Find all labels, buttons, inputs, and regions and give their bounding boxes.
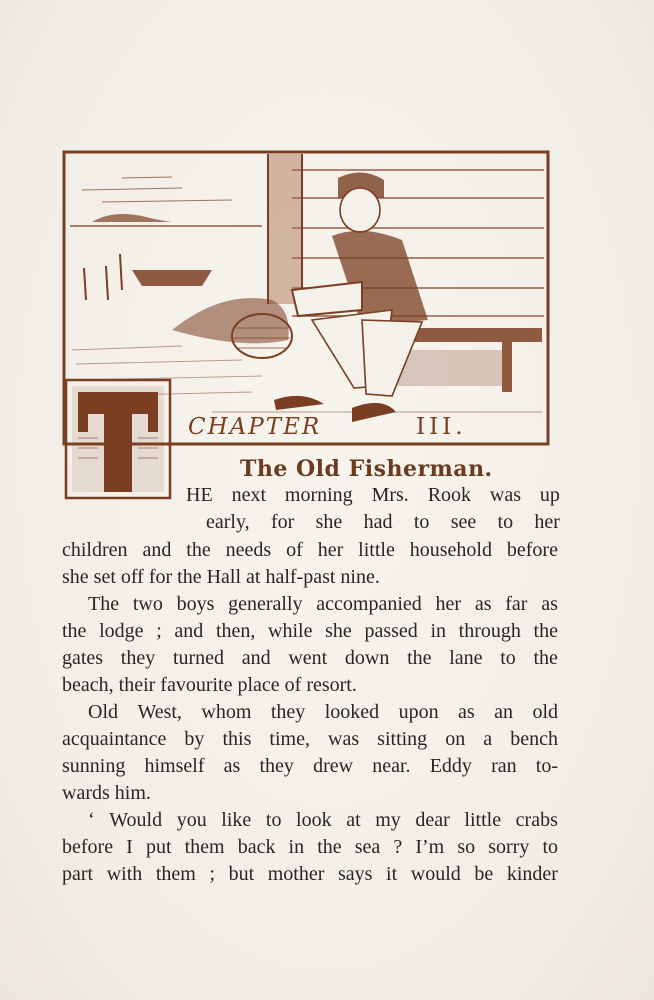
chapter-number: III. (416, 414, 467, 440)
chapter-title: The Old Fisherman. (240, 456, 493, 482)
text-line: beach, their favourite place of resort. (62, 674, 357, 696)
text-line: ‘ Would you like to look at my dear little crabs (88, 809, 558, 831)
text-line: gates they turned and went down the lane to the (62, 647, 558, 669)
text-line: children and the needs of her little household before (62, 539, 558, 561)
text-line: The two boys generally accompanied her as far as (88, 593, 558, 615)
text-line: the lodge ; and then, while she passed in through the (62, 620, 558, 642)
chapter-heading: CHAPTER (188, 414, 322, 440)
text-line: sunning himself as they drew near. Eddy ran to- (62, 755, 558, 777)
text-line: part with them ; but mother says it would be kinder (62, 863, 558, 885)
text-line: Old West, whom they looked upon as an old (88, 701, 558, 723)
text-line: before I put them back in the sea ? I’m so sorry to (62, 836, 558, 858)
text-line: acquaintance by this time, was sitting on a bench (62, 728, 558, 750)
text-line: HE next morning Mrs. Rook was up (186, 484, 560, 506)
text-line: wards him. (62, 782, 151, 804)
drop-cap (64, 378, 172, 500)
text-line: early, for she had to see to her (206, 511, 560, 533)
text-line: she set off for the Hall at half-past nine. (62, 566, 380, 588)
